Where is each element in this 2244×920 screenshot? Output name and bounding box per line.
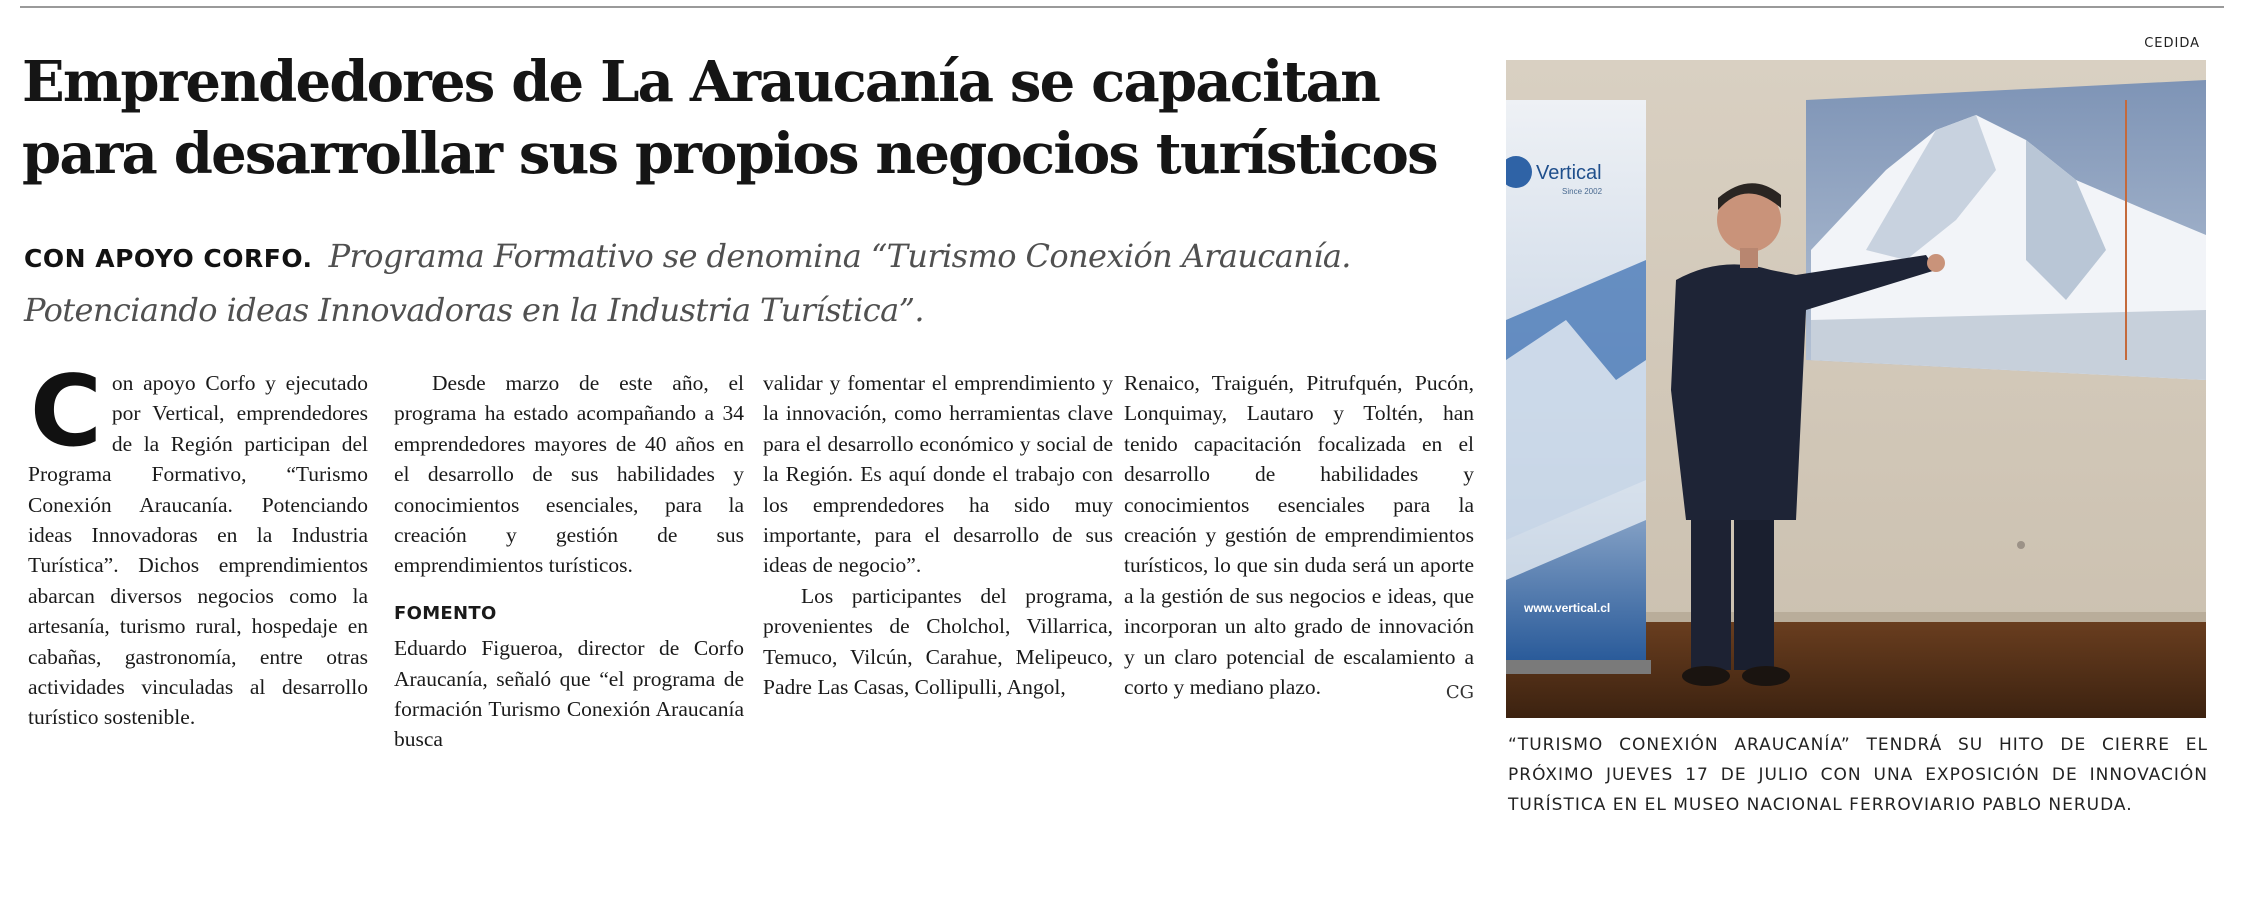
kicker: CON APOYO CORFO.	[24, 244, 313, 273]
paragraph-4-part-2: Renaico, Traiguén, Pitrufquén, Pucón, Lonquimay, Lautaro y Toltén, han tenido capacitación focalizada en el desarrollo de habilidades y conocimientos esenciales para la creación y gestión de emprendimientos turísticos, lo que sin duda será un aporte a la gestión de sus negocios e ideas, que incorporan un alto grado de innovación y un claro potencial de escalamiento a corto y mediano plazo. CG	[1124, 368, 1474, 702]
subhead-fomento: FOMENTO	[394, 602, 497, 624]
projected-image	[1806, 80, 2206, 380]
vertical-banner	[1506, 100, 1651, 674]
article-photo	[1506, 60, 2206, 718]
column-3	[763, 368, 1113, 858]
end-mark: CG	[1445, 682, 1474, 704]
headline: Emprendedores de La Araucanía se capacitan para desarrollar sus propios negocios turísticos	[22, 49, 1437, 187]
paragraph-2: Desde marzo de este año, el programa ha estado acompañando a 34 emprendedores mayores de 40 años en el desarrollo de sus habilidades y conocimientos esenciales, para la creación y gestión de sus emprendimientos turísticos.	[394, 371, 744, 578]
drop-cap: C	[30, 368, 102, 469]
banner-brand: Vertical	[1536, 162, 1602, 184]
deck	[24, 230, 1414, 335]
top-rule	[20, 6, 2224, 8]
column-2	[394, 368, 744, 858]
deck-text: Programa Formativo se denomina “Turismo Conexión Araucanía. Potenciando ideas Innovadoras en la Industria Turística”.	[24, 237, 1351, 329]
paragraph-1-text: on apoyo Corfo y ejecutado por Vertical, emprendedores de la Región participan del Programa Formativo, “Turismo Conexión Araucanía. Potenciando ideas Innovadoras en la Industria Turística”. Dichos emprendimientos abarcan diversos negocios como la artesanía, turismo rural, hospedaje en cabañas, gastronomía, entre otras actividades vinculadas al desarrollo turístico sostenible.	[28, 371, 368, 730]
paragraph-1	[28, 368, 368, 733]
photo-credit: CEDIDA	[2144, 36, 2200, 51]
banner-url: www.vertical.cl	[1524, 601, 1611, 615]
photo-caption: “TURISMO CONEXIÓN ARAUCANÍA” TENDRÁ SU HITO DE CIERRE EL PRÓXIMO JUEVES 17 DE JULIO CON UNA EXPOSICIÓN DE INNOVACIÓN TURÍSTICA EN EL MUSEO NACIONAL FERROVIARIO PABLO NERUDA.	[1508, 735, 2208, 815]
column-4	[1124, 368, 1474, 858]
paragraph-3-part-2: validar y fomentar el emprendimiento y la innovación, como herramientas clave para el desarrollo económico y social de la Región. Es aquí donde el trabajo con los emprendedores ha sido muy importante, para el desarrollo de sus ideas de negocio”.	[763, 371, 1113, 578]
wall-outlet	[2017, 541, 2025, 549]
paragraph-4-part-1: Los participantes del programa, provenientes de Cholchol, Villarrica, Temuco, Vilcún, Carahue, Melipeuco, Padre Las Casas, Collipulli, Angol,	[763, 583, 1113, 700]
paragraph-3-part-1: Eduardo Figueroa, director de Corfo Araucanía, señaló que “el programa de formación Turismo Conexión Araucanía busca	[394, 636, 744, 752]
banner-tagline: Since 2002	[1562, 187, 1603, 196]
column-1	[28, 368, 368, 858]
